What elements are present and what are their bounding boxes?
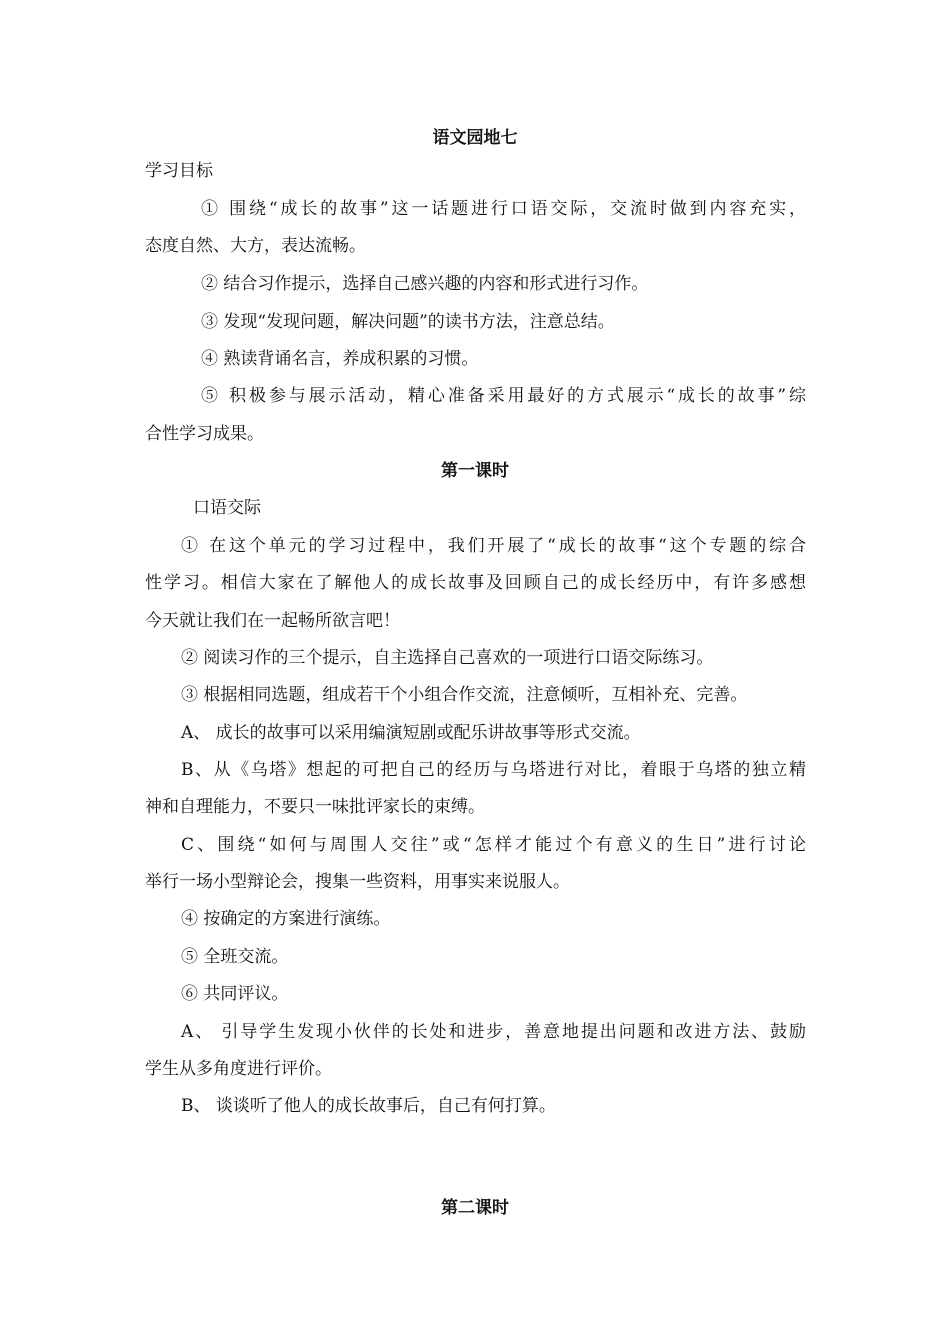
step-1-line-3: 今天就让我们在一起畅所欲言吧！ <box>145 611 400 631</box>
option-c-line-2: 举行一场小型辩论会，搜集一些资料，用事实来说服人。 <box>145 872 570 892</box>
evaluation-a-line-1: A、 引导学生发现小伙伴的长处和进步，善意地提出问题和改进方法、鼓励 <box>181 1022 806 1042</box>
evaluation-b: B、 谈谈听了他人的成长故事后，自己有何打算。 <box>181 1096 556 1116</box>
option-c-line-1: C、围绕“如何与周围人交往”或“怎样才能过个有意义的生日”进行讨论 <box>181 835 806 855</box>
step-1-line-1: ① 在这个单元的学习过程中，我们开展了“成长的故事“这个专题的综合 <box>181 536 806 556</box>
option-b-line-1: B、从《乌塔》想起的可把自己的经历与乌塔进行对比，着眼于乌塔的独立精 <box>181 760 806 780</box>
option-a: A、 成长的故事可以采用编演短剧或配乐讲故事等形式交流。 <box>181 723 641 743</box>
step-2: ② 阅读习作的三个提示，自主选择自己喜欢的一项进行口语交际练习。 <box>181 648 714 668</box>
objective-2: ② 结合习作提示，选择自己感兴趣的内容和形式进行习作。 <box>201 274 649 294</box>
option-b-line-2: 神和自理能力，不要只一味批评家长的束缚。 <box>145 797 485 817</box>
step-3: ③ 根据相同选题，组成若干个小组合作交流，注意倾听，互相补充、完善。 <box>181 685 748 705</box>
objective-4: ④ 熟读背诵名言，养成积累的习惯。 <box>201 349 479 369</box>
step-5: ⑤ 全班交流。 <box>181 947 289 967</box>
objective-5-line-1: ⑤ 积极参与展示活动，精心准备采用最好的方式展示“成长的故事”综 <box>201 386 806 406</box>
objective-3: ③ 发现“发现问题，解决问题”的读书方法，注意总结。 <box>201 312 615 332</box>
step-1-line-2: 性学习。相信大家在了解他人的成长故事及回顾自己的成长经历中，有许多感想 <box>145 573 806 593</box>
objective-1-line-1: ① 围绕“成长的故事”这一话题进行口语交际，交流时做到内容充实， <box>201 199 806 219</box>
lesson-1-subheading: 口语交际 <box>193 498 261 518</box>
objective-1-line-2: 态度自然、大方，表达流畅。 <box>145 236 366 256</box>
evaluation-a-line-2: 学生从多角度进行评价。 <box>145 1059 332 1079</box>
objective-5-line-2: 合性学习成果。 <box>145 424 264 444</box>
objectives-label: 学习目标 <box>145 161 213 181</box>
document-title: 语文园地七 <box>432 128 518 148</box>
lesson-1-heading: 第一课时 <box>441 461 509 481</box>
step-6: ⑥ 共同评议。 <box>181 984 289 1004</box>
lesson-2-heading: 第二课时 <box>441 1198 509 1218</box>
step-4: ④ 按确定的方案进行演练。 <box>181 909 391 929</box>
